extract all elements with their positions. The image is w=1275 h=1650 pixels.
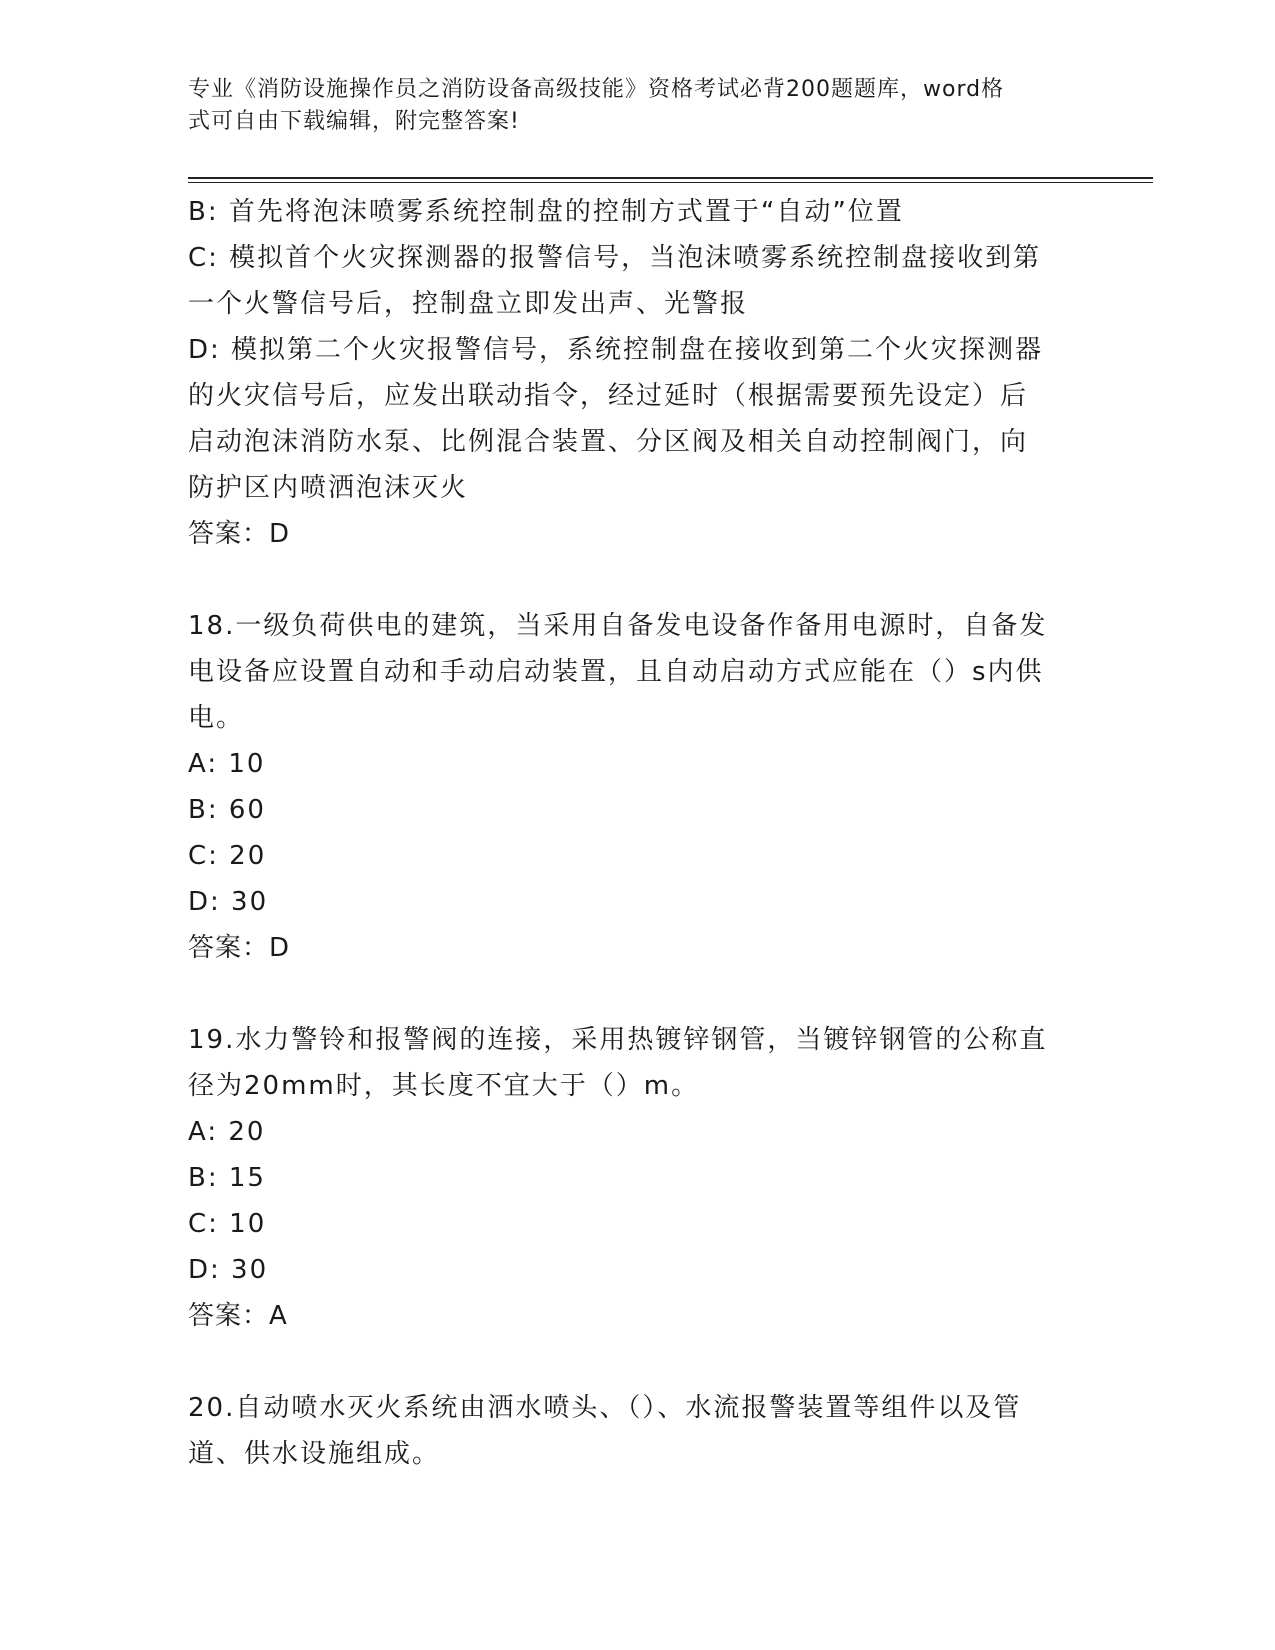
header-divider-thin <box>188 182 1153 183</box>
header-line-1: 专业《消防设施操作员之消防设备高级技能》资格考试必背200题题库，word格 <box>188 77 1005 102</box>
spacer <box>188 1339 1088 1385</box>
option-b: B: 首先将泡沫喷雾系统控制盘的控制方式置于“自动”位置 <box>188 197 904 227</box>
question-stem-line-1: 20.自动喷水灭火系统由洒水喷头、（）、水流报警装置等组件以及管 <box>188 1393 1022 1423</box>
question-stem-line-3: 电。 <box>188 703 245 733</box>
question-18 <box>188 603 1088 971</box>
question-stem-line-1: 18.一级负荷供电的建筑，当采用自备发电设备作备用电源时，自备发 <box>188 611 1048 641</box>
question-content <box>188 189 1088 1477</box>
option-d: D: 30 <box>188 1255 269 1285</box>
question-stem-line-2: 道、供水设施组成。 <box>188 1439 441 1469</box>
spacer <box>188 557 1088 603</box>
option-c: C: 20 <box>188 841 267 871</box>
option-a: A: 10 <box>188 749 266 779</box>
header-line-2: 式可自由下载编辑，附完整答案! <box>188 109 520 134</box>
answer-label: 答案：D <box>188 519 291 549</box>
spacer <box>188 971 1088 1017</box>
answer-label: 答案：D <box>188 933 291 963</box>
question-20 <box>188 1385 1088 1477</box>
question-stem-line-1: 19.水力警铃和报警阀的连接，采用热镀锌钢管，当镀锌钢管的公称直 <box>188 1025 1048 1055</box>
option-d-line-1: D: 模拟第二个火灾报警信号，系统控制盘在接收到第二个火灾探测器 <box>188 335 1044 365</box>
option-c: C: 10 <box>188 1209 267 1239</box>
answer-label: 答案：A <box>188 1301 288 1331</box>
option-d-line-2: 的火灾信号后，应发出联动指令，经过延时（根据需要预先设定）后 <box>188 381 1029 411</box>
question-stem-line-2: 径为20mm时，其长度不宜大于（）m。 <box>188 1071 700 1101</box>
option-c-line-1: C: 模拟首个火灾探测器的报警信号，当泡沫喷雾系统控制盘接收到第 <box>188 243 1042 273</box>
question-19 <box>188 1017 1088 1339</box>
question-stem-line-2: 电设备应设置自动和手动启动装置，且自动启动方式应能在（）s内供 <box>188 657 1044 687</box>
document-header <box>188 74 1088 138</box>
option-b: B: 15 <box>188 1163 266 1193</box>
question-17-tail <box>188 189 1088 557</box>
option-d-line-4: 防护区内喷洒泡沫灭火 <box>188 473 469 503</box>
option-d-line-3: 启动泡沫消防水泵、比例混合装置、分区阀及相关自动控制阀门，向 <box>188 427 1029 457</box>
option-d: D: 30 <box>188 887 269 917</box>
option-b: B: 60 <box>188 795 266 825</box>
option-a: A: 20 <box>188 1117 266 1147</box>
option-c-line-2: 一个火警信号后，控制盘立即发出声、光警报 <box>188 289 749 319</box>
header-divider-thick <box>188 177 1153 179</box>
